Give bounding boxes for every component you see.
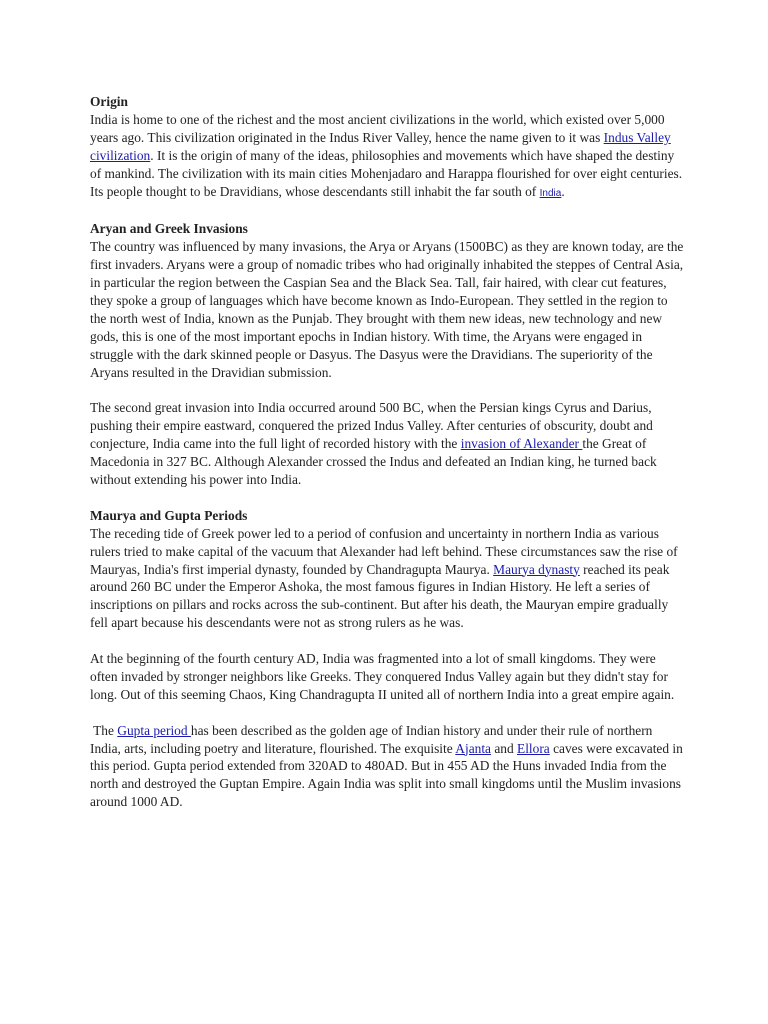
link-invasion-of-alexander[interactable]: invasion of Alexander [460,436,583,452]
text-segment: The second great invasion into India occurred around 500 BC, when the Persian kings Cyrus and Darius, pushing their empire eastward, conquered the prized Indus Valley. After centuries of obscurity, doubt and conjecture, India came into the full light of recorded history with the [90,400,653,452]
heading-maurya-gupta-periods: Maurya and Gupta Periods [90,507,248,523]
text-segment: the Great of Macedonia in 327 BC. Although Alexander crossed the Indus and defeated an Indian king, he turned back without extending his power into India. [90,436,657,487]
text-segment: has been described as the golden age of Indian history and under their rule of northern India, arts, including poetry and literature, flourished. The exquisite [90,722,653,756]
link-india[interactable]: India [539,187,562,199]
link-ajanta[interactable]: Ajanta [455,740,491,756]
link-gupta-period[interactable]: Gupta period [117,722,191,738]
heading-origin: Origin [90,94,128,109]
paragraph-maurya-3 [90,722,686,812]
text-segment: The receding tide of Greek power led to a period of confusion and uncertainty in northern India as various rulers tried to make capital of the vacuum that Alexander had left behind. These circumstances saw the rise of Mauryas, India's first imperial dynasty, founded by Chandragupta Maurya. [90,525,678,577]
paragraph-aryan-1: The country was influenced by many invasions, the Arya or Aryans (1500BC) as they are known today, are the first invaders. Aryans were a group of nomadic tribes who had originally inhabited the steppes of Central Asia, in particular the region between the Caspian Sea and the Black Sea. Tall, fair haired, with clear cut features, they spoke a group of languages which have become known as Indo-European. They settled in the region to the north west of India, known as the Punjab. They brought with them new ideas, new technology and new gods, this is one of the most important epochs in Indian history. With time, the Aryans were engaged in struggle with the dark skinned people or Dasyus. The Dasyus were the Dravidians. The superiority of the Aryans resulted in the Dravidian submission. [90,239,684,380]
text-segment: . It is the origin of many of the ideas, philosophies and movements which have shaped the destiny of mankind. The civilization with its main cities Mohenjadaro and Harappa flourished for over eight centuries. Its people thought to be Dravidians, whose descendants still inhabit the far south of [90,147,683,199]
text-segment: reached its peak around 260 BC under the Emperor Ashoka, the most famous figures in Indian History. He left a series of inscriptions on pillars and rocks across the sub-continent. But after his death, the Mauryan empire gradually fell apart because his descendants were not as strong rulers as he was. [90,561,670,631]
text-segment: and [491,740,518,756]
paragraph-aryan-2 [90,399,686,489]
spacer [90,704,686,722]
text-segment: caves were excavated in this period. Gupta period extended from 320AD to 480AD. But in 455 AD the Huns invaded India from the north and destroyed the Guptan Empire. Again India was split into small kingdoms until the Muslim invasions around 1000 AD. [90,740,683,810]
text-segment: India is home to one of the richest and the most ancient civilizations in the world, which existed over 5,000 years ago. This civilization originated in the Indus River Valley, hence the name given to it was [90,111,665,145]
link-ellora[interactable]: Ellora [517,740,550,756]
link-indus-valley-civilization[interactable]: Indus Valley civilization [90,129,671,163]
paragraph-maurya-1 [90,525,686,632]
text-segment: The [90,722,118,738]
spacer [90,632,686,650]
heading-aryan-greek-invasions: Aryan and Greek Invasions [90,221,248,237]
paragraph-origin [90,111,686,203]
paragraph-maurya-2: At the beginning of the fourth century AD, India was fragmented into a lot of small kingdoms. They were often invaded by stronger neighbors like Greeks. They conquered Indus Valley again but they didn't stay for long. Out of this seeming Chaos, King Chandragupta II united all of northern India into a great empire again. [90,651,675,702]
link-maurya-dynasty[interactable]: Maurya dynasty [493,561,580,577]
spacer [90,489,686,507]
text-segment: . [561,183,565,199]
spacer [90,381,686,399]
spacer [90,202,686,220]
document-page [90,93,686,811]
